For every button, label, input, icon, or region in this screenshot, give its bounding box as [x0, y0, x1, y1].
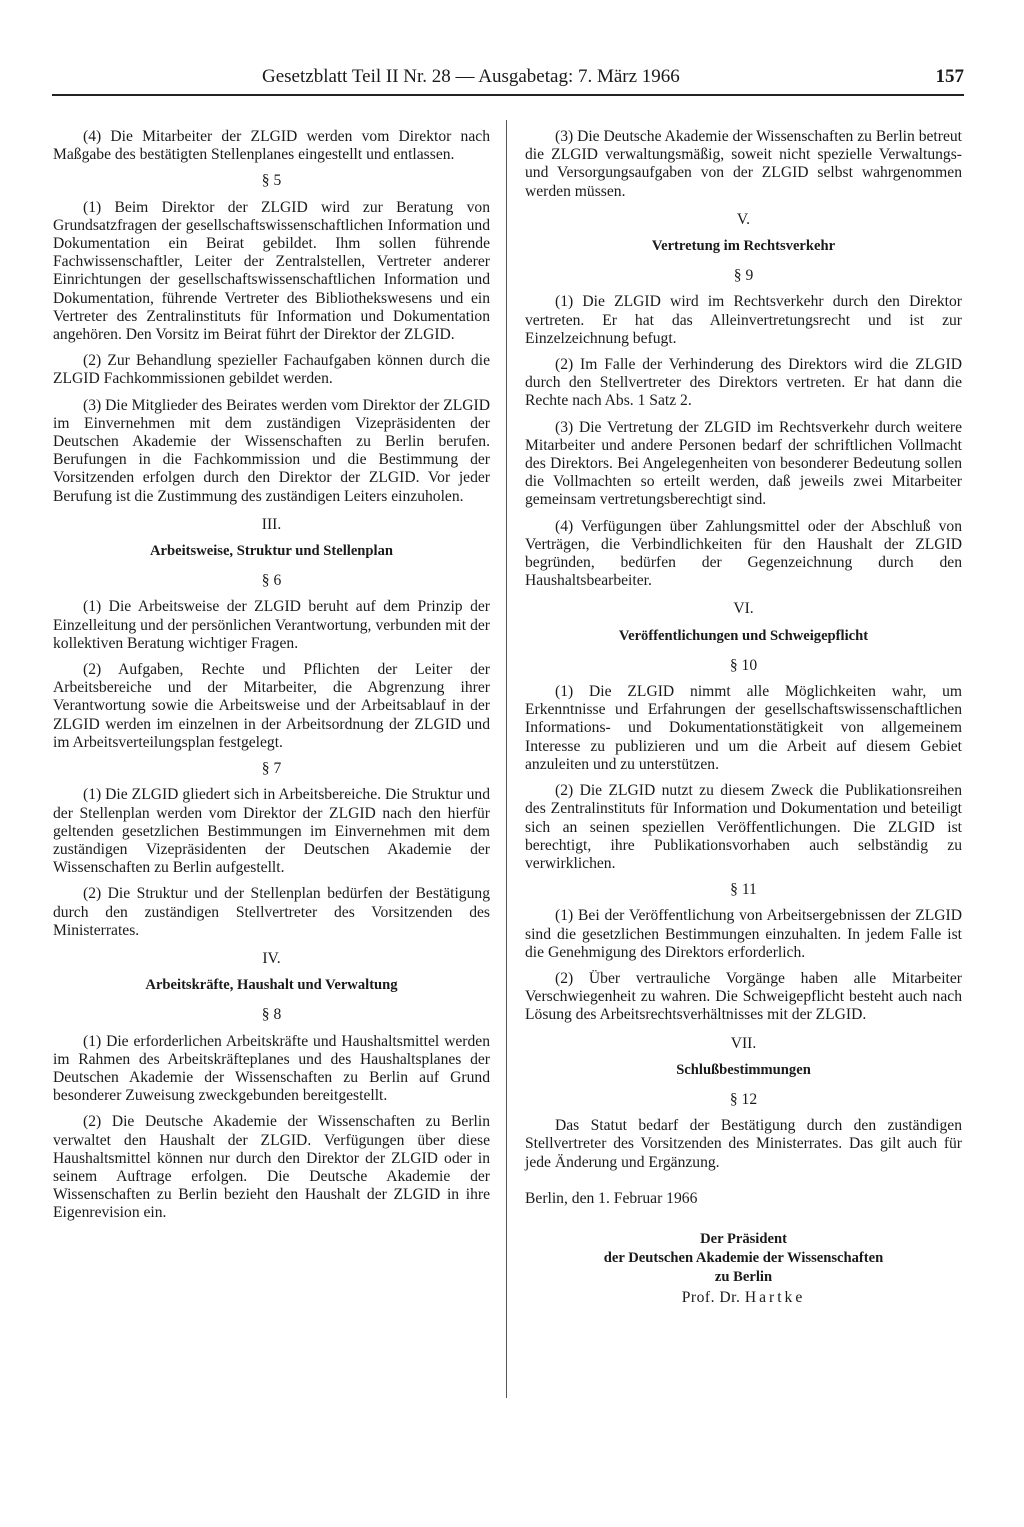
chapter-vi-number: VI. [733, 600, 754, 618]
left-column [53, 128, 490, 1231]
section-8-paragraph-2: (2) Die Deutsche Akademie der Wissenschaften zu Berlin verwaltet den Haushalt der ZLGID. Verfügungen über diese Haushaltsmittel können nur durch den Direktor der ZLGID oder in seinem Auftrage erfolgen. Die Deutsche Akademie der Wissenschaften zu Berlin bezieht den Haushalt der ZLGID in ihre Eigenrevision ein. [53, 1113, 490, 1222]
section-12-heading: § 12 [729, 1090, 758, 1108]
signatory-office-line-2: der Deutschen Akademie der Wissenschaften [603, 1249, 884, 1266]
section-12-text: Das Statut bedarf der Bestätigung durch den zuständigen Stellvertreter des Vorsitzenden des Ministerrates. Das gilt auch für jede Änderung und Ergänzung. [525, 1117, 962, 1171]
page-number: 157 [935, 66, 964, 87]
section-7-heading: § 7 [261, 760, 282, 778]
section-8-paragraph-3: (3) Die Deutsche Akademie der Wissenschaften zu Berlin betreut die ZLGID verwaltungsmäßig, soweit nicht spezielle Verwaltungs- und Versorgungsaufgaben von der ZLGID selbst wahrgenommen werden müssen. [525, 128, 962, 200]
chapter-vii-number: VII. [730, 1034, 757, 1052]
section-9-paragraph-2: (2) Im Falle der Verhinderung des Direktors wird die ZLGID durch den Stellvertreter des Direktors vertreten. Er hat dann die Rechte nach Abs. 1 Satz 2. [525, 356, 962, 410]
chapter-vi-title: Veröffentlichungen und Schweigepflicht [618, 627, 869, 644]
signatory-surname: Hartke [744, 1288, 806, 1306]
chapter-iv-number: IV. [262, 949, 281, 967]
signatory-title: Prof. Dr. [681, 1288, 741, 1306]
section-9-paragraph-3: (3) Die Vertretung der ZLGID im Rechtsverkehr durch weitere Mitarbeiter und andere Personen bedarf der schriftlichen Vollmacht des Direktors. Bei Angelegenheiten von besonderer Bedeutung sollen die Vollmachten so erteilt werden, daß jeweils zwei Mitarbeiter gemeinsam vertretungsberechtigt sind. [525, 418, 962, 509]
section-8-paragraph-1: (1) Die erforderlichen Arbeitskräfte und Haushaltsmittel werden im Rahmen des Arbeitskräfteplanes und des Haushaltsplanes der Deutschen Akademie der Wissenschaften zu Berlin auf Grund besonderer Zuweisung zweckgebunden bereitgestellt. [53, 1032, 490, 1105]
chapter-iii-title: Arbeitsweise, Struktur und Stellenplan [150, 543, 393, 560]
section-11-paragraph-2: (2) Über vertrauliche Vorgänge haben alle Mitarbeiter Verschwiegenheit zu wahren. Die Schweigepflicht besteht auch nach Lösung des Arbeitsrechtsverhältnisses mit der ZLGID. [525, 969, 962, 1024]
section-10-heading: § 10 [729, 656, 758, 674]
chapter-iv-title: Arbeitskräfte, Haushalt und Verwaltung [145, 977, 398, 994]
section-5-paragraph-1: (1) Beim Direktor der ZLGID wird zur Beratung von Grundsatzfragen der gesellschaftswissenschaftlichen Information und Dokumentation ein Beirat gebildet. Ihm sollen führende Fachwissenschaftler, Leiter der Zentralstellen, Vertreter anderer Einrichtungen der gesellschaftswissenschaftlichen Information und Dokumentation, führende Vertreter des Bibliothekswesens und ein Vertreter des Zentralinstituts für Information und Dokumentation angehören. Den Vorsitz im Beirat führt der Direktor der ZLGID. [53, 198, 490, 344]
chapter-v-number: V. [736, 210, 751, 228]
section-5-heading: § 5 [261, 172, 282, 190]
gazette-title: Gesetzblatt Teil II Nr. 28 — Ausgabetag: 7. März 1966 [262, 66, 680, 87]
page-header [52, 64, 964, 96]
signatory-office-line-1: Der Präsident [700, 1230, 787, 1247]
section-5-paragraph-3: (3) Die Mitglieder des Beirates werden vom Direktor der ZLGID im Einvernehmen mit dem zuständigen Vizepräsidenten der Deutschen Akademie der Wissenschaften zu Berlin berufen. Berufungen in die Fachkommission und die Bestimmung der Vorsitzenden erfolgen durch den Direktor der ZLGID. Vor jeder Berufung ist die Zustimmung des zuständigen Leiters einzuholen. [53, 396, 490, 505]
section-9-paragraph-4: (4) Verfügungen über Zahlungsmittel oder der Abschluß von Verträgen, die Verbindlichkeiten für den Haushalt der ZLGID begründen, bedürfen der Gegenzeichnung durch den Haushaltsbearbeiter. [525, 517, 962, 590]
section-7-paragraph-2: (2) Die Struktur und der Stellenplan bedürfen der Bestätigung durch den zuständigen Stellvertreter des Vorsitzenden des Ministerrates. [53, 885, 490, 939]
signatory-office-line-3: zu Berlin [714, 1268, 773, 1285]
section-9-paragraph-1: (1) Die ZLGID wird im Rechtsverkehr durch den Direktor vertreten. Er hat das Alleinvertretungsrecht und ist zur Einzelzeichnung befugt. [525, 293, 962, 347]
section-10-paragraph-1: (1) Die ZLGID nimmt alle Möglichkeiten wahr, um Erkenntnisse und Erfahrungen der gesellschaftswissenschaftlichen Informations- und Dokumentationstätigkeit von allgemeinem Interesse zu publizieren und um die Arbeit auf diesem Gebiet anzuleiten und zu unterstützen. [525, 683, 962, 773]
column-divider [506, 120, 507, 1398]
section-7-paragraph-1: (1) Die ZLGID gliedert sich in Arbeitsbereiche. Die Struktur und der Stellenplan werden vom Direktor der ZLGID nach den hierfür geltenden gesetzlichen Bestimmungen im Einvernehmen mit dem zuständigen Vizepräsidenten der Deutschen Akademie der Wissenschaften zu Berlin aufgestellt. [53, 786, 490, 877]
section-10-paragraph-2: (2) Die ZLGID nutzt zu diesem Zweck die Publikationsreihen des Zentralinstituts für Information und Dokumentation und beteiligt sich an seinen speziellen Veröffentlichungen. Die ZLGID ist berechtigt, ihre Publikationsvorhaben auch selbständig zu verwirklichen. [525, 782, 962, 872]
section-8-heading: § 8 [261, 1006, 282, 1024]
section-6-paragraph-1: (1) Die Arbeitsweise der ZLGID beruht auf dem Prinzip der Einzelleitung und der persönlichen Verantwortung, verbunden mit der kollektiven Beratung wichtiger Fragen. [53, 598, 490, 652]
section-5-paragraph-2: (2) Zur Behandlung spezieller Fachaufgaben können durch die ZLGID Fachkommissionen gebildet werden. [53, 352, 490, 388]
section-4-paragraph-4: (4) Die Mitarbeiter der ZLGID werden vom Direktor nach Maßgabe des bestätigten Stellenplanes eingestellt und entlassen. [53, 128, 490, 164]
section-6-paragraph-2: (2) Aufgaben, Rechte und Pflichten der Leiter der Arbeitsbereiche und der Mitarbeiter, die Abgrenzung ihrer Verantwortung sowie die Arbeitsweise und der Arbeitsablauf in der ZLGID werden im einzelnen in der Arbeitsordnung der ZLGID und im Arbeitsverteilungsplan festgelegt. [53, 661, 490, 751]
section-6-heading: § 6 [261, 572, 282, 590]
chapter-v-title: Vertretung im Rechtsverkehr [651, 238, 836, 255]
chapter-iii-number: III. [261, 515, 282, 533]
signature-date: Berlin, den 1. Februar 1966 [525, 1189, 698, 1207]
section-11-heading: § 11 [730, 881, 757, 899]
signatory-name [525, 1289, 962, 1307]
section-9-heading: § 9 [733, 267, 754, 285]
right-column [525, 128, 962, 1307]
chapter-vii-title: Schlußbestimmungen [676, 1061, 811, 1078]
section-11-paragraph-1: (1) Bei der Veröffentlichung von Arbeitsergebnissen der ZLGID sind die gesetzlichen Bestimmungen einzuhalten. In jedem Falle ist die Genehmigung des Direktors erforderlich. [525, 907, 962, 961]
